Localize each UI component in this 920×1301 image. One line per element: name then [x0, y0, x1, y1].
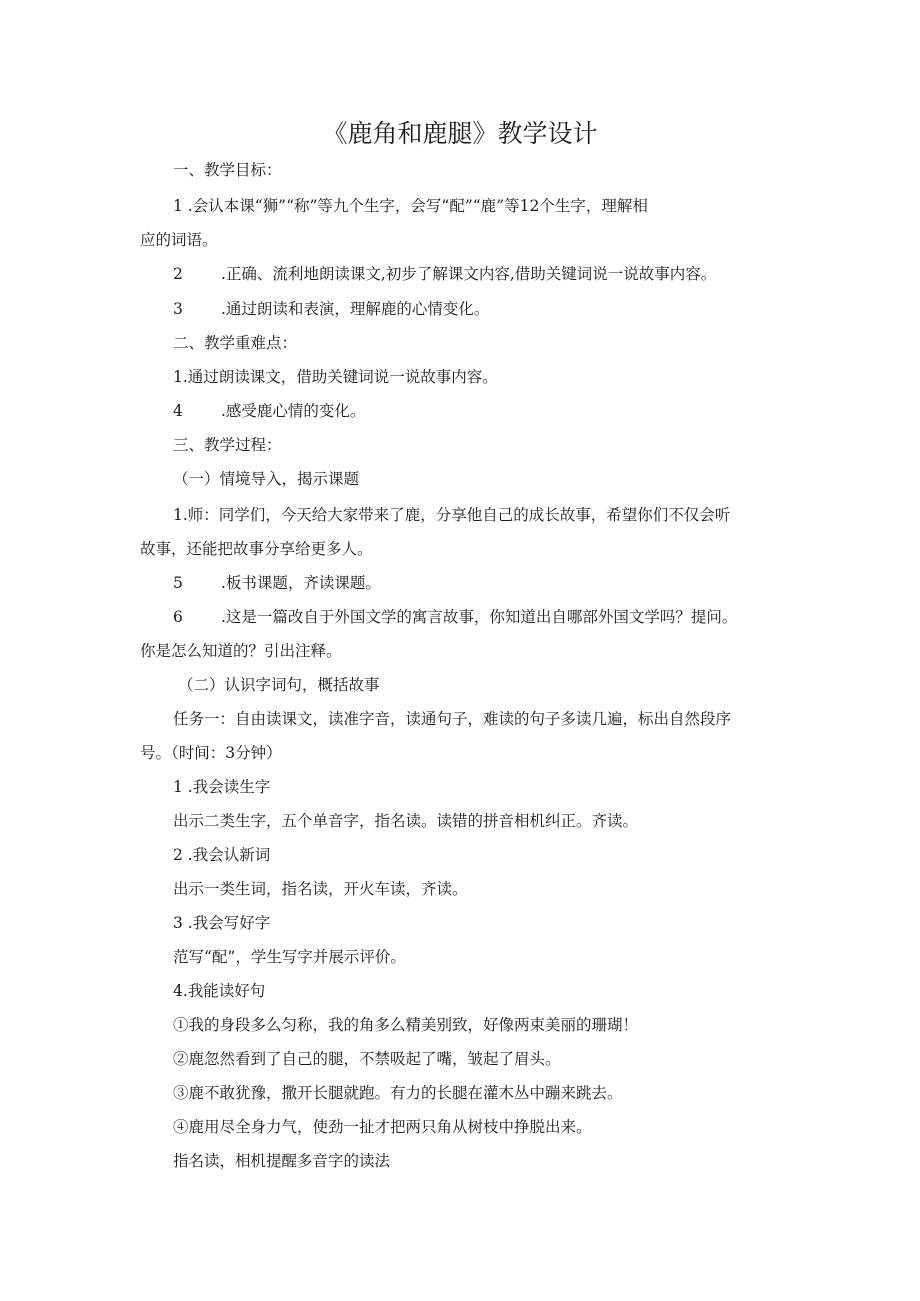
list-number: 6 [173, 608, 183, 626]
step-write-characters: 3 .我会写好字 [173, 914, 271, 932]
goal-3-text: .通过朗读和表演，理解鹿的心情变化。 [221, 300, 490, 318]
goal-1-line-2: 应的词语。 [140, 231, 218, 249]
intro-step-3-text: .这是一篇改自于外国文学的寓言故事，你知道出自哪部外国文学吗？提问。 [221, 608, 738, 626]
step-read-characters: 1 .我会读生字 [173, 778, 271, 796]
subsection-heading-words: （二）认识字词句，概括故事 [178, 676, 380, 694]
intro-step-1-line-1: 1.师：同学们，今天给大家带来了鹿，分享他自己的成长故事，希望你们不仅会听 [173, 506, 731, 524]
sentence-4: ④鹿用尽全身力气，使劲一扯才把两只角从树枝中挣脱出来。 [173, 1118, 592, 1136]
list-number: 5 [173, 574, 183, 592]
step-new-words-detail: 出示一类生词，指名读，开火车读，齐读。 [173, 880, 468, 898]
list-number: 4 [173, 402, 183, 420]
intro-step-2 [173, 573, 381, 593]
reading-note: 指名读，相机提醒多音字的读法 [173, 1152, 391, 1170]
goal-2-text: .正确、流利地朗读课文,初步了解课文内容,借助关键词说一说故事内容。 [221, 265, 717, 283]
document-title: 《鹿角和鹿腿》教学设计 [322, 119, 598, 148]
goal-1-line-1: 1 .会认本课“狮”“称”等九个生字，会写“配”“鹿”等12个生字，理解相 [173, 197, 648, 215]
step-read-characters-detail: 出示二类生字，五个单音字，指名读。读错的拼音相机纠正。齐读。 [173, 812, 639, 830]
task-1-line-1: 任务一：自由读课文，读准字音，读通句子，难读的句子多读几遍，标出自然段序 [173, 710, 732, 728]
section-heading-key-points: 二、教学重难点： [173, 334, 298, 352]
key-point-1: 1.通过朗读课文，借助关键词说一说故事内容。 [173, 368, 498, 386]
section-heading-goals: 一、教学目标： [173, 161, 282, 179]
sentence-2: ②鹿忽然看到了自己的腿，不禁吸起了嘴，皱起了眉头。 [173, 1050, 561, 1068]
key-point-2 [173, 401, 365, 421]
subsection-heading-intro: （一）情境导入，揭示课题 [173, 470, 360, 488]
step-new-words: 2 .我会认新词 [173, 846, 271, 864]
step-read-sentences: 4.我能读好句 [173, 982, 266, 1000]
sentence-1: ①我的身段多么匀称，我的角多么精美别致，好像两束美丽的珊瑚！ [173, 1016, 639, 1034]
section-heading-process: 三、教学过程： [173, 436, 282, 454]
sentence-3: ③鹿不敢犹豫，撒开长腿就跑。有力的长腿在灌木丛中蹦来跳去。 [173, 1084, 623, 1102]
goal-3 [173, 299, 489, 319]
list-number: 3 [173, 300, 183, 318]
list-number: 2 [173, 265, 183, 283]
intro-step-3-line-2: 你是怎么知道的？引出注释。 [140, 642, 342, 660]
key-point-2-text: .感受鹿心情的变化。 [221, 402, 366, 420]
intro-step-3 [173, 607, 737, 627]
intro-step-1-line-2: 故事，还能把故事分享给更多人。 [140, 540, 373, 558]
step-write-characters-detail: 范写“配”，学生写字并展示评价。 [173, 948, 406, 966]
intro-step-2-text: .板书课题，齐读课题。 [221, 574, 381, 592]
goal-2 [173, 264, 716, 284]
task-1-line-2: 号。（时间：3分钟） [140, 744, 282, 762]
